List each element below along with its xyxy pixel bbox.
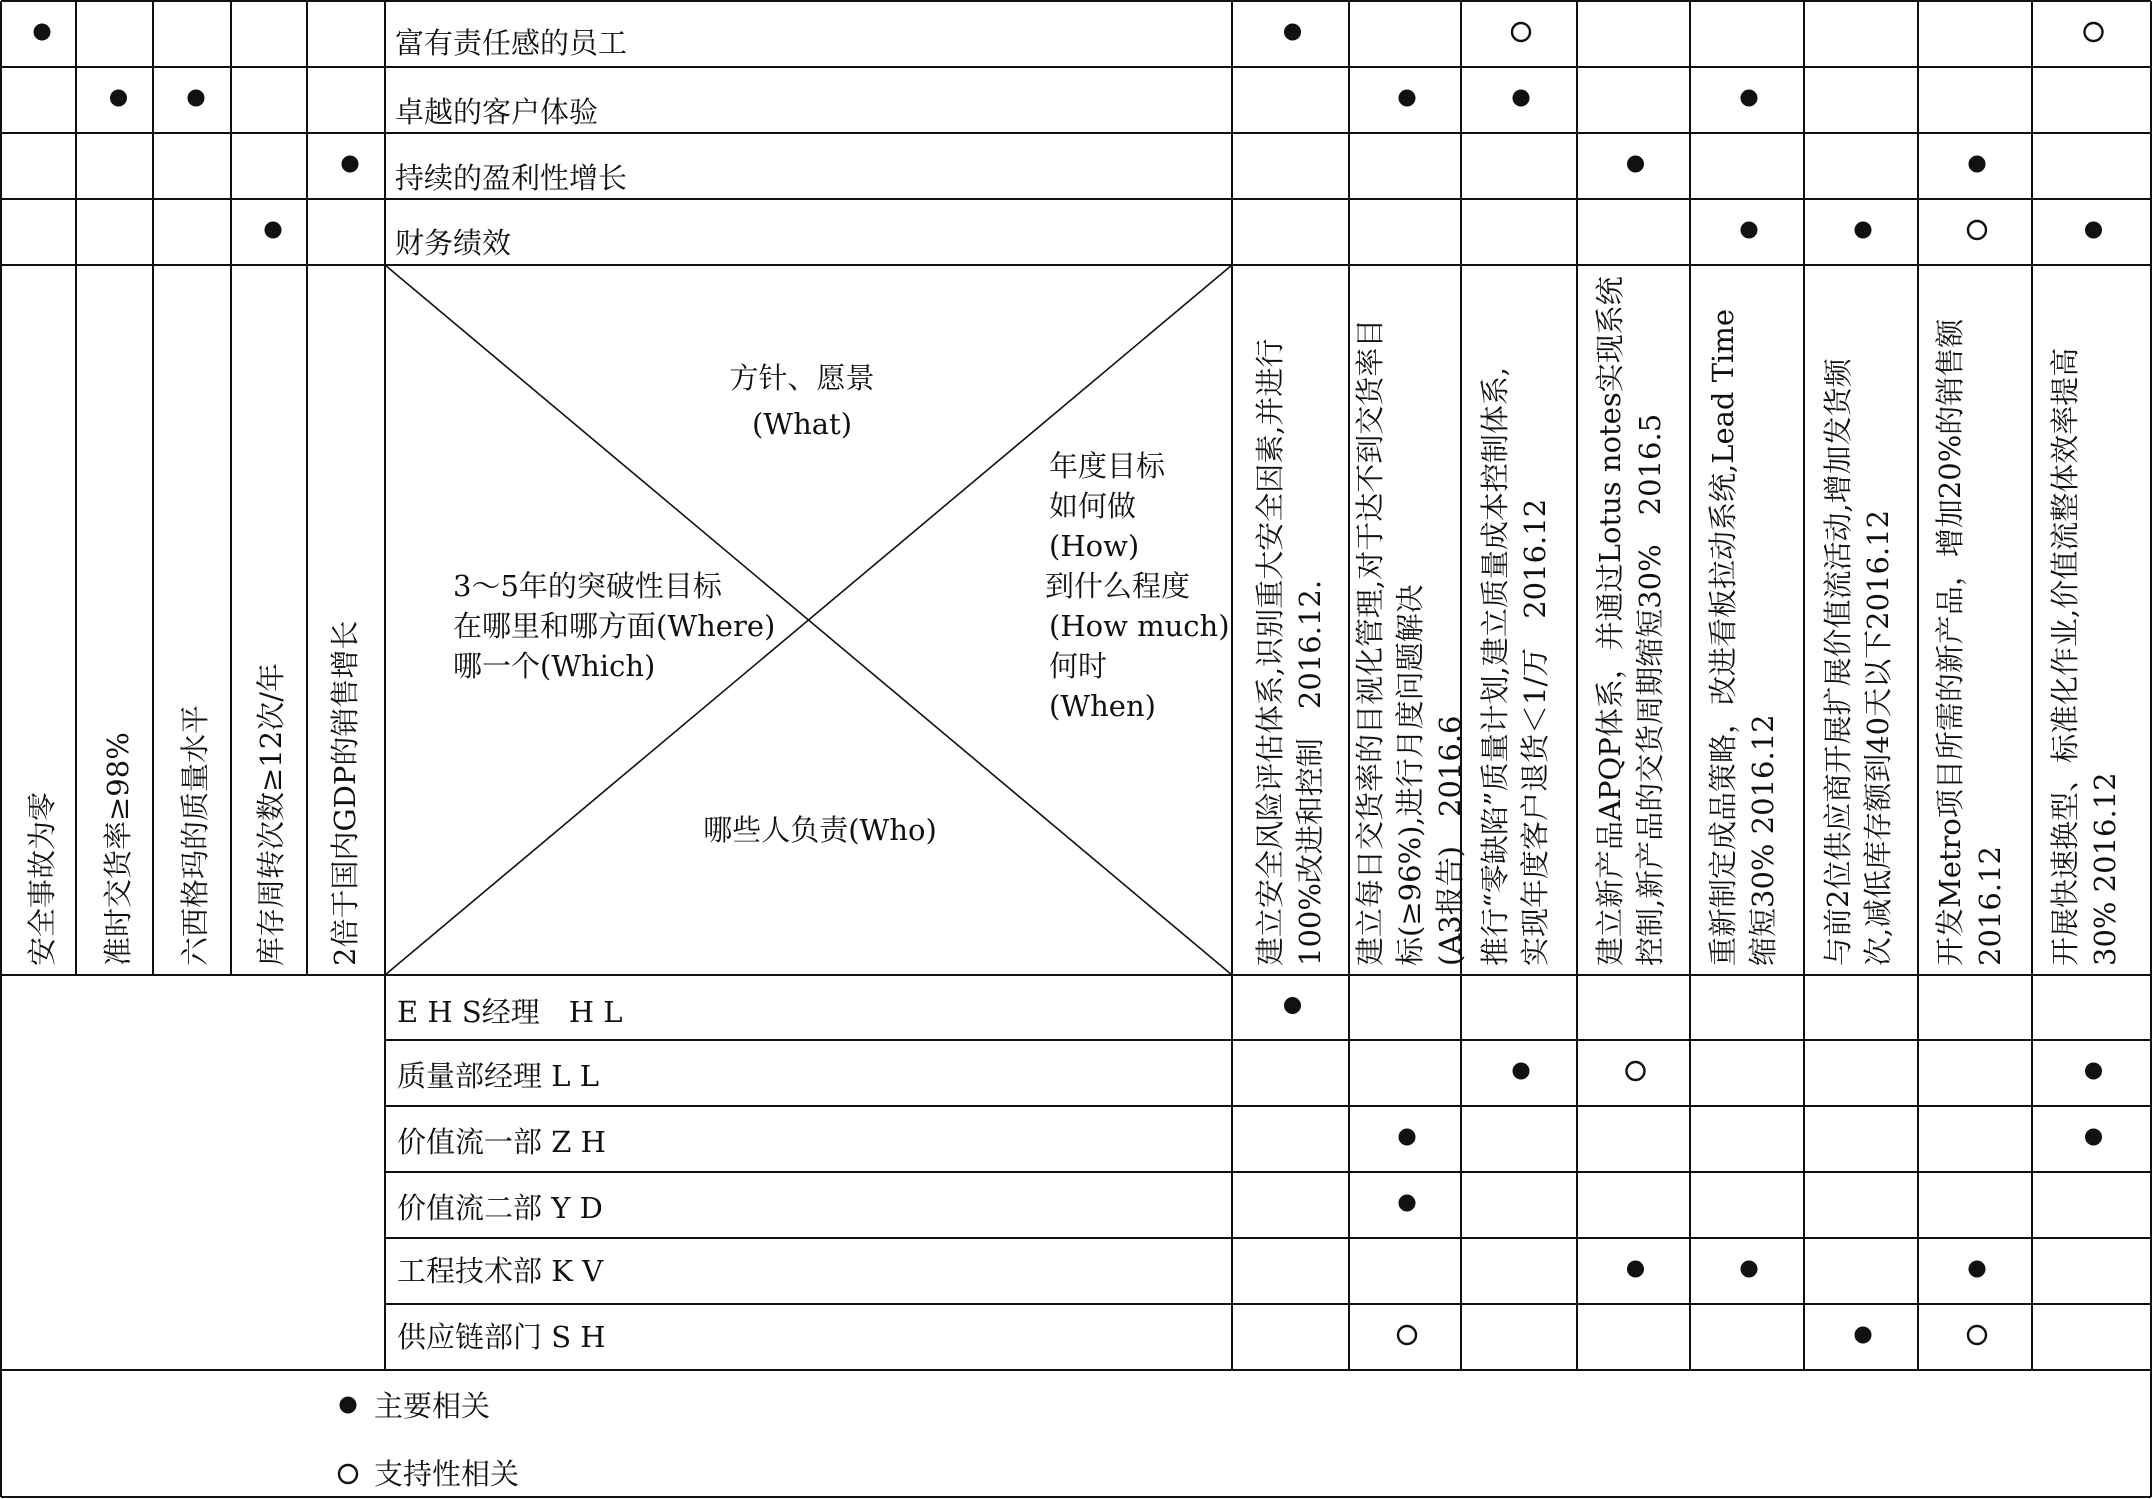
primary-relation-mark bbox=[1855, 222, 1871, 238]
primary-relation-mark bbox=[1969, 156, 1985, 172]
primary-relation-mark bbox=[1399, 1129, 1415, 1145]
goal-inventory-turns: 库存周转次数≥12次/年 bbox=[254, 663, 288, 966]
annual-goal-2-line-3: (A3报告) 2016.6 bbox=[1433, 715, 1467, 966]
primary-relation-mark bbox=[1285, 24, 1301, 40]
goal-six-sigma-quality: 六西格玛的质量水平 bbox=[178, 704, 212, 966]
row-label-customer-experience: 卓越的客户体验 bbox=[395, 95, 599, 129]
row-label-responsible-staff: 富有责任感的员工 bbox=[395, 26, 628, 60]
center-left-line-1: 3～5年的突破性目标 bbox=[453, 569, 722, 603]
row-label-financial-performance: 财务绩效 bbox=[395, 226, 512, 260]
primary-relation-mark bbox=[2086, 1129, 2102, 1145]
primary-relation-mark bbox=[1628, 156, 1644, 172]
annual-goal-3-line-1: 推行“零缺陷”质量计划,建立质量成本控制体系, bbox=[1478, 366, 1512, 966]
center-top-line-2: (What) bbox=[751, 407, 853, 441]
legend-support-mark bbox=[339, 1465, 357, 1483]
primary-relation-mark bbox=[1741, 222, 1757, 238]
annual-goal-8-line-2: 30% 2016.12 bbox=[2088, 772, 2122, 966]
support-relation-mark bbox=[1968, 221, 1986, 239]
primary-relation-mark bbox=[1741, 90, 1757, 106]
legend-primary-mark bbox=[340, 1397, 356, 1413]
center-right-how bbox=[1045, 446, 1230, 726]
owner-supply-chain: 供应链部门 S H bbox=[397, 1320, 606, 1354]
annual-goal-4-line-2: 控制,新产品的交货周期缩短30% 2016.5 bbox=[1633, 413, 1667, 966]
support-relation-mark bbox=[1398, 1326, 1416, 1344]
annual-goal-4-line-1: 建立新产品APQP体系，并通过Lotus notes实现系统 bbox=[1593, 276, 1627, 966]
center-left-line-2: 在哪里和哪方面(Where) bbox=[453, 609, 776, 643]
primary-relation-mark bbox=[34, 24, 50, 40]
primary-relation-mark bbox=[2086, 1063, 2102, 1079]
annual-goal-8-line-1: 开展快速换型、标准化作业,价值流整体效率提高 bbox=[2048, 347, 2082, 966]
support-relation-mark bbox=[1512, 23, 1530, 41]
center-right-line-4: 到什么程度 bbox=[1045, 569, 1191, 603]
center-bottom-line-1: 哪些人负责(Who) bbox=[703, 813, 937, 847]
annual-goal-6-line-1: 与前2位供应商开展扩展价值流活动,增加发货频 bbox=[1821, 358, 1855, 966]
legend-primary-label: 主要相关 bbox=[374, 1389, 491, 1423]
annual-goal-smed-standard-work bbox=[2045, 348, 2125, 966]
center-top-line-1: 方针、愿景 bbox=[729, 361, 875, 395]
center-right-line-3: (How) bbox=[1049, 529, 1140, 563]
annual-goal-zero-defect bbox=[1475, 367, 1555, 966]
goal-on-time-delivery: 准时交货率≥98% bbox=[101, 732, 135, 966]
legend-support-label: 支持性相关 bbox=[374, 1457, 520, 1491]
primary-relation-mark bbox=[342, 156, 358, 172]
primary-relation-mark bbox=[1513, 1063, 1529, 1079]
primary-relation-mark bbox=[188, 90, 204, 106]
annual-goal-apqp bbox=[1590, 276, 1670, 966]
goal-sales-growth: 2倍于国内GDP的销售增长 bbox=[328, 620, 362, 966]
row-label-profitable-growth: 持续的盈利性增长 bbox=[395, 161, 628, 195]
primary-relation-mark bbox=[1969, 1261, 1985, 1277]
center-right-line-2: 如何做 bbox=[1049, 489, 1137, 523]
annual-goal-2-line-2: 标(≥96%),进行月度问题解决 bbox=[1393, 584, 1427, 966]
primary-relation-mark bbox=[1741, 1261, 1757, 1277]
annual-goal-1-line-1: 建立安全风险评估体系,识别重大安全因素,并进行 bbox=[1253, 338, 1287, 966]
primary-relation-mark bbox=[111, 90, 127, 106]
center-left-where bbox=[453, 566, 775, 686]
center-left-line-3: 哪一个(Which) bbox=[453, 649, 656, 683]
center-right-line-1: 年度目标 bbox=[1049, 449, 1166, 483]
annual-goal-safety-risk bbox=[1250, 339, 1330, 966]
owner-value-stream-2: 价值流二部 Y D bbox=[397, 1191, 603, 1225]
center-right-line-5: (How much) bbox=[1049, 609, 1230, 643]
owner-ehs-manager: E H S经理 H L bbox=[397, 995, 623, 1029]
annual-goal-metro-products bbox=[1930, 319, 2010, 966]
center-bottom-who bbox=[700, 810, 940, 850]
annual-goal-7-line-1: 开发Metro项目所需的新产品，增加20%的销售额 bbox=[1933, 318, 1967, 966]
owner-value-stream-1: 价值流一部 Z H bbox=[397, 1125, 606, 1159]
annual-goal-5-line-1: 重新制定成品策略，改进看板拉动系统,Lead Time bbox=[1706, 309, 1740, 966]
annual-goal-kanban bbox=[1703, 309, 1783, 966]
primary-relation-mark bbox=[1513, 90, 1529, 106]
owner-engineering: 工程技术部 K V bbox=[397, 1254, 604, 1288]
goal-zero-safety-incidents: 安全事故为零 bbox=[25, 791, 59, 966]
owner-quality-manager: 质量部经理 L L bbox=[397, 1059, 599, 1093]
primary-relation-mark bbox=[1628, 1261, 1644, 1277]
center-top-what bbox=[692, 358, 912, 444]
primary-relation-mark bbox=[1285, 998, 1301, 1014]
primary-relation-mark bbox=[1399, 1195, 1415, 1211]
support-relation-mark bbox=[1968, 1326, 1986, 1344]
primary-relation-mark bbox=[1855, 1327, 1871, 1343]
center-right-line-7: (When) bbox=[1049, 689, 1156, 723]
primary-relation-mark bbox=[265, 222, 281, 238]
annual-goal-7-line-2: 2016.12 bbox=[1973, 846, 2007, 966]
annual-goal-2-line-1: 建立每日交货率的目视化管理,对于达不到交货率目 bbox=[1353, 318, 1387, 966]
annual-goal-3-line-2: 实现年度客户退货＜1/万 2016.12 bbox=[1518, 498, 1552, 966]
center-right-line-6: 何时 bbox=[1049, 649, 1108, 683]
support-relation-mark bbox=[2085, 23, 2103, 41]
annual-goal-delivery-visual bbox=[1350, 319, 1470, 966]
primary-relation-mark bbox=[1399, 90, 1415, 106]
support-relation-mark bbox=[1627, 1062, 1645, 1080]
annual-goal-1-line-2: 100%改进和控制 2016.12. bbox=[1293, 579, 1327, 966]
annual-goal-5-line-2: 缩短30% 2016.12 bbox=[1746, 714, 1780, 966]
primary-relation-mark bbox=[2086, 222, 2102, 238]
annual-goal-6-line-2: 次,减低库存额到40天以下2016.12 bbox=[1861, 509, 1895, 966]
annual-goal-supplier-vsm bbox=[1818, 358, 1898, 966]
